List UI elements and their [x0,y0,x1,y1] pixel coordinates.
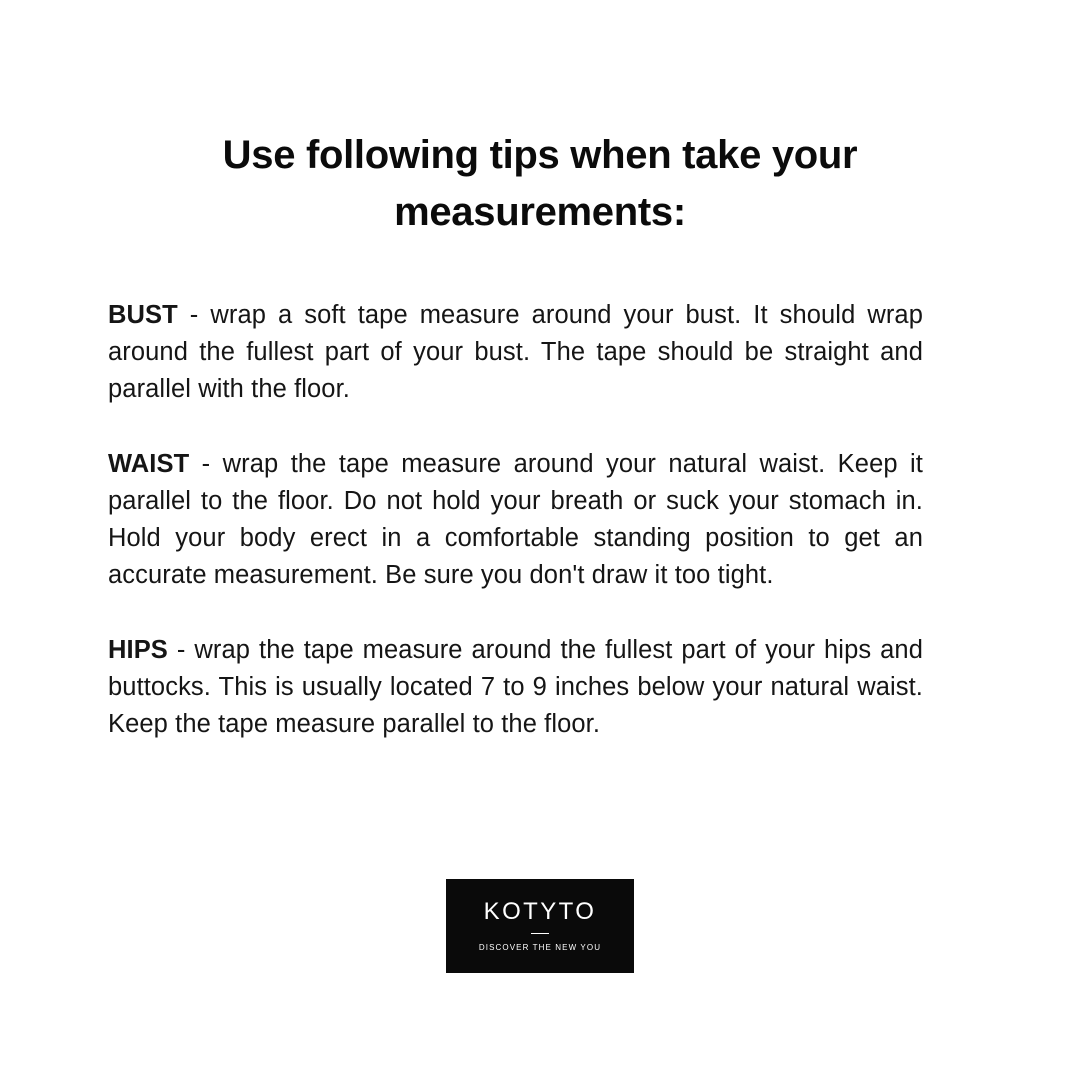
tip-paragraph-hips [108,632,923,744]
tips-list [108,297,923,743]
tip-paragraph-waist [108,446,923,595]
brand-logo [446,879,634,973]
tip-paragraph-bust [108,297,923,409]
tip-term-hips: HIPS [108,635,168,664]
logo-divider [531,933,549,934]
brand-tagline: DISCOVER THE NEW YOU [478,943,602,952]
tip-text-bust: - wrap a soft tape measure around your bust. It should wrap around the fullest part of your bust. The tape should be straight and parallel with the floor. [108,301,923,404]
brand-name: KOTYTO [483,898,597,925]
page-title: Use following tips when take your measurements: [222,132,858,234]
tip-term-bust: BUST [108,301,178,329]
tip-text-hips: - wrap the tape measure around the fullest part of your hips and buttocks. This is usually located 7 to 9 inches below your natural waist. Keep the tape measure parallel to the floor. [108,635,923,738]
tip-text-waist: - wrap the tape measure around your natural waist. Keep it parallel to the floor. Do not hold your breath or suck your stomach in. Hold your body erect in a comfortable standing position to get an accurate measurement. Be sure you don't draw it too tight. [108,449,923,590]
tip-term-waist: WAIST [108,449,190,478]
